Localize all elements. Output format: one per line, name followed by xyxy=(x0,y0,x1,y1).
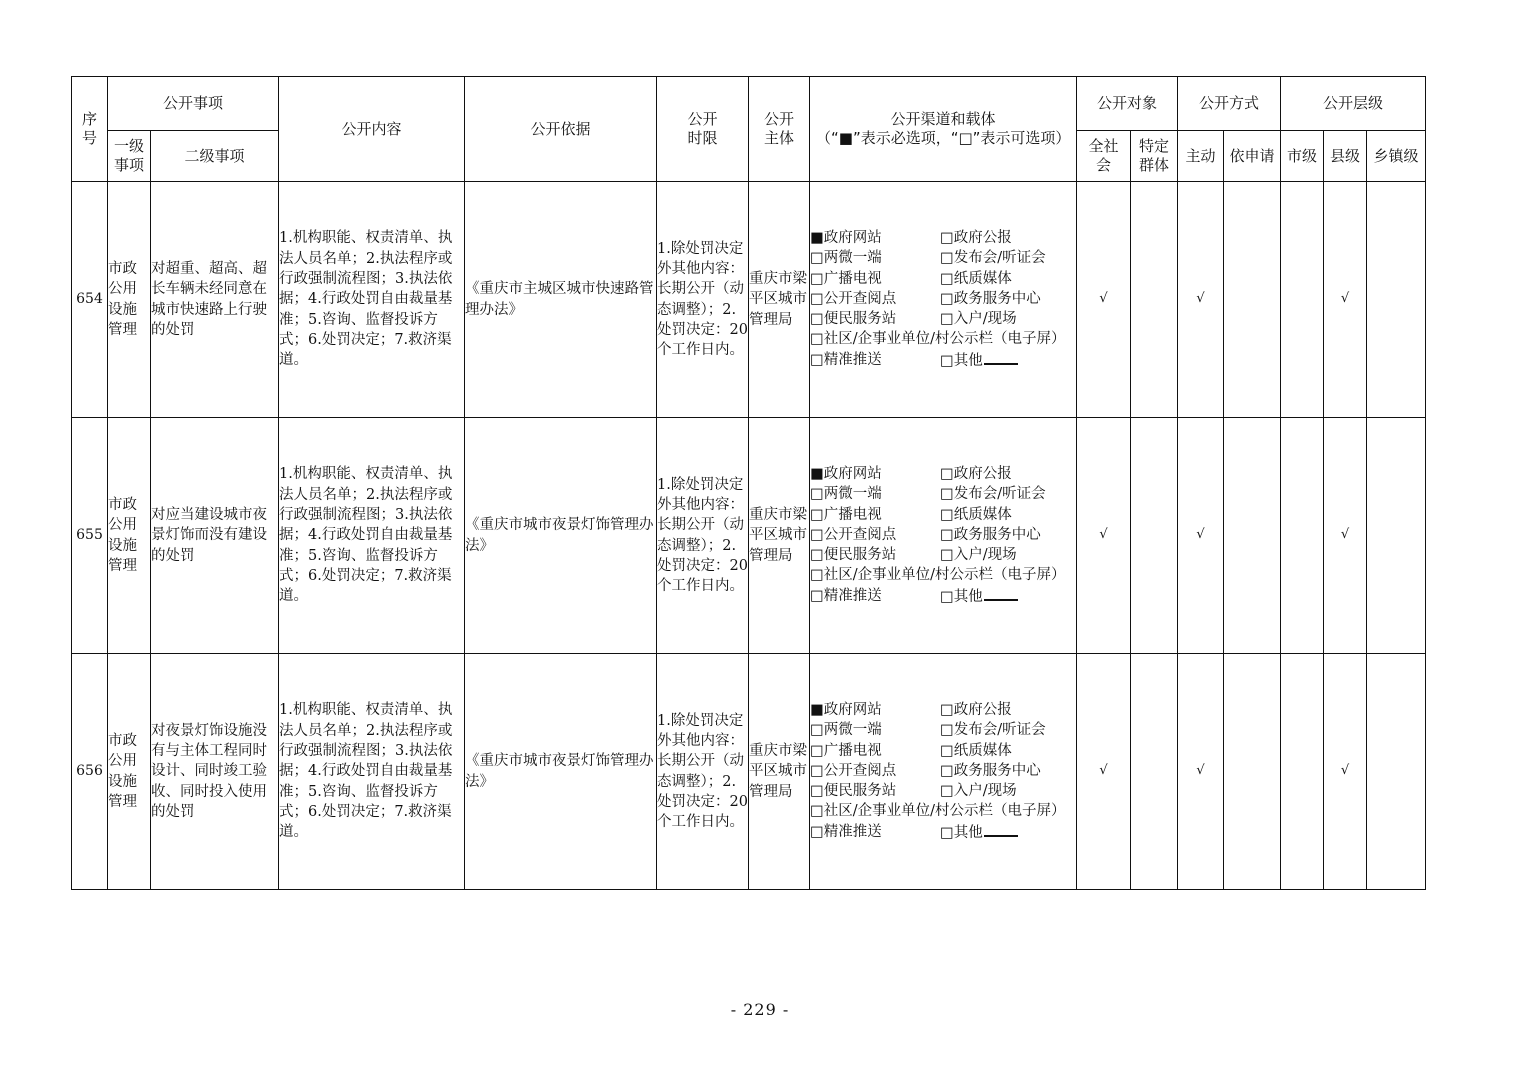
header-channels xyxy=(810,77,1077,182)
channel-option: □政务服务中心 xyxy=(940,290,1041,307)
row-level-town xyxy=(1367,182,1426,418)
header-method: 公开方式 xyxy=(1178,77,1281,131)
channel-option: □入户/现场 xyxy=(940,547,1017,564)
header-target-all: 全社会 xyxy=(1077,131,1131,182)
channel-option: □公开查阅点 xyxy=(810,762,897,779)
channel-pair xyxy=(810,350,1076,371)
blank-underline xyxy=(984,822,1018,837)
header-level-town: 乡镇级 xyxy=(1367,131,1426,182)
header-time-limit: 公开时限 xyxy=(657,77,749,182)
channel-pair xyxy=(810,484,1076,504)
channel-pair xyxy=(810,309,1076,329)
row-subject: 重庆市梁平区城市管理局 xyxy=(749,418,810,654)
row-level-town xyxy=(1367,418,1426,654)
row-level1: 市政公用设施管理 xyxy=(108,182,151,418)
channel-option: □纸质媒体 xyxy=(940,270,1012,287)
row-method-active: √ xyxy=(1178,418,1224,654)
table-row xyxy=(72,418,1426,654)
channel-option: □精准推送 xyxy=(810,351,882,368)
channel-option: □两微一端 xyxy=(810,250,882,267)
row-channels xyxy=(810,654,1077,890)
header-row-1 xyxy=(72,77,1426,131)
row-level-city xyxy=(1281,654,1324,890)
row-content: 1.机构职能、权责清单、执法人员名单；2.执法程序或行政强制流程图；3.执法依据；4.行政处罚自由裁量基准；5.咨询、监督投诉方式；6.处罚决定；7.救济渠道。 xyxy=(279,182,465,418)
row-basis: 《重庆市城市夜景灯饰管理办法》 xyxy=(465,654,657,890)
row-channels xyxy=(810,418,1077,654)
header-target: 公开对象 xyxy=(1077,77,1178,131)
header-target-specific: 特定群体 xyxy=(1131,131,1178,182)
channel-option: □发布会/听证会 xyxy=(940,250,1046,267)
header-subject: 公开主体 xyxy=(749,77,810,182)
channel-option: □公开查阅点 xyxy=(810,290,897,307)
channel-option: ■政府网站 xyxy=(810,701,882,718)
channel-option: □广播电视 xyxy=(810,742,882,759)
channel-option: □便民服务站 xyxy=(810,783,897,800)
row-method-apply xyxy=(1224,654,1281,890)
row-target-specific xyxy=(1131,654,1178,890)
channel-pair xyxy=(810,228,1076,248)
channel-option: □便民服务站 xyxy=(810,311,897,328)
row-time-limit: 1.除处罚决定外其他内容：长期公开（动态调整）；2.处罚决定：20个工作日内。 xyxy=(657,418,749,654)
row-method-apply xyxy=(1224,182,1281,418)
row-target-all: √ xyxy=(1077,654,1131,890)
row-method-active: √ xyxy=(1178,654,1224,890)
channel-option: □政府公报 xyxy=(940,701,1012,718)
channel-pair xyxy=(810,248,1076,268)
channel-pair xyxy=(810,464,1076,484)
channel-pair xyxy=(810,269,1076,289)
row-level-county: √ xyxy=(1324,182,1367,418)
channel-option: □精准推送 xyxy=(810,587,882,604)
header-level1: 一级事项 xyxy=(108,131,151,182)
blank-underline xyxy=(984,586,1018,601)
row-content: 1.机构职能、权责清单、执法人员名单；2.执法程序或行政强制流程图；3.执法依据；4.行政处罚自由裁量基准；5.咨询、监督投诉方式；6.处罚决定；7.救济渠道。 xyxy=(279,418,465,654)
channel-option: ■政府网站 xyxy=(810,465,882,482)
channel-other: □其他 xyxy=(940,350,1018,371)
row-level1: 市政公用设施管理 xyxy=(108,654,151,890)
row-level1: 市政公用设施管理 xyxy=(108,418,151,654)
row-target-all: √ xyxy=(1077,182,1131,418)
row-channels xyxy=(810,182,1077,418)
row-level2: 对超重、超高、超长车辆未经同意在城市快速路上行驶的处罚 xyxy=(151,182,279,418)
row-level-city xyxy=(1281,418,1324,654)
channel-option: □两微一端 xyxy=(810,486,882,503)
channel-option: □发布会/听证会 xyxy=(940,486,1046,503)
row-seq: 654 xyxy=(72,182,108,418)
row-basis: 《重庆市主城区城市快速路管理办法》 xyxy=(465,182,657,418)
header-items: 公开事项 xyxy=(108,77,279,131)
header-level: 公开层级 xyxy=(1281,77,1426,131)
header-level2: 二级事项 xyxy=(151,131,279,182)
channel-option: ■政府网站 xyxy=(810,229,882,246)
channel-option: □广播电视 xyxy=(810,270,882,287)
row-method-active: √ xyxy=(1178,182,1224,418)
header-method-active: 主动 xyxy=(1178,131,1224,182)
row-level2: 对应当建设城市夜景灯饰而没有建设的处罚 xyxy=(151,418,279,654)
header-method-apply: 依申请 xyxy=(1224,131,1281,182)
channel-option: □纸质媒体 xyxy=(940,742,1012,759)
row-level-town xyxy=(1367,654,1426,890)
row-seq: 655 xyxy=(72,418,108,654)
header-channels-title: 公开渠道和载体 xyxy=(890,110,996,128)
channel-option: □政府公报 xyxy=(940,229,1012,246)
channel-option: □便民服务站 xyxy=(810,547,897,564)
channel-option: □广播电视 xyxy=(810,506,882,523)
channel-community: □社区/企事业单位/村公示栏（电子屏） xyxy=(810,567,1066,584)
channel-pair xyxy=(810,741,1076,761)
channel-option: □入户/现场 xyxy=(940,783,1017,800)
channel-option: □政务服务中心 xyxy=(940,526,1041,543)
header-basis: 公开依据 xyxy=(465,77,657,182)
row-seq: 656 xyxy=(72,654,108,890)
disclosure-table xyxy=(71,76,1426,890)
row-level-city xyxy=(1281,182,1324,418)
channel-pair xyxy=(810,289,1076,309)
header-channels-note: （“■”表示必选项，“□”表示可选项） xyxy=(816,129,1071,147)
row-basis: 《重庆市城市夜景灯饰管理办法》 xyxy=(465,418,657,654)
header-level-city: 市级 xyxy=(1281,131,1324,182)
channel-community: □社区/企事业单位/村公示栏（电子屏） xyxy=(810,331,1066,348)
blank-underline xyxy=(984,350,1018,365)
row-level2: 对夜景灯饰设施没有与主体工程同时设计、同时竣工验收、同时投入使用的处罚 xyxy=(151,654,279,890)
channel-pair xyxy=(810,761,1076,781)
page-number: - 229 - xyxy=(730,1000,790,1019)
channel-pair xyxy=(810,822,1076,843)
channel-pair xyxy=(810,525,1076,545)
channel-pair xyxy=(810,545,1076,565)
row-target-specific xyxy=(1131,182,1178,418)
row-time-limit: 1.除处罚决定外其他内容：长期公开（动态调整）；2.处罚决定：20个工作日内。 xyxy=(657,654,749,890)
row-target-specific xyxy=(1131,418,1178,654)
row-target-all: √ xyxy=(1077,418,1131,654)
channel-option: □纸质媒体 xyxy=(940,506,1012,523)
row-method-apply xyxy=(1224,418,1281,654)
channel-pair xyxy=(810,781,1076,801)
channel-option: □政务服务中心 xyxy=(940,762,1041,779)
row-subject: 重庆市梁平区城市管理局 xyxy=(749,182,810,418)
channel-pair xyxy=(810,720,1076,740)
header-content: 公开内容 xyxy=(279,77,465,182)
row-time-limit: 1.除处罚决定外其他内容：长期公开（动态调整）；2.处罚决定：20个工作日内。 xyxy=(657,182,749,418)
header-seq: 序号 xyxy=(72,77,108,182)
row-level-county: √ xyxy=(1324,418,1367,654)
table-row xyxy=(72,654,1426,890)
header-level-county: 县级 xyxy=(1324,131,1367,182)
channel-pair xyxy=(810,505,1076,525)
channel-pair xyxy=(810,700,1076,720)
channel-option: □入户/现场 xyxy=(940,311,1017,328)
channel-option: □发布会/听证会 xyxy=(940,722,1046,739)
channel-other: □其他 xyxy=(940,822,1018,843)
table-row xyxy=(72,182,1426,418)
channel-pair xyxy=(810,586,1076,607)
channel-option: □两微一端 xyxy=(810,722,882,739)
channel-other: □其他 xyxy=(940,586,1018,607)
row-subject: 重庆市梁平区城市管理局 xyxy=(749,654,810,890)
channel-community: □社区/企事业单位/村公示栏（电子屏） xyxy=(810,803,1066,820)
channel-option: □精准推送 xyxy=(810,823,882,840)
channel-option: □政府公报 xyxy=(940,465,1012,482)
channel-option: □公开查阅点 xyxy=(810,526,897,543)
row-content: 1.机构职能、权责清单、执法人员名单；2.执法程序或行政强制流程图；3.执法依据；4.行政处罚自由裁量基准；5.咨询、监督投诉方式；6.处罚决定；7.救济渠道。 xyxy=(279,654,465,890)
row-level-county: √ xyxy=(1324,654,1367,890)
